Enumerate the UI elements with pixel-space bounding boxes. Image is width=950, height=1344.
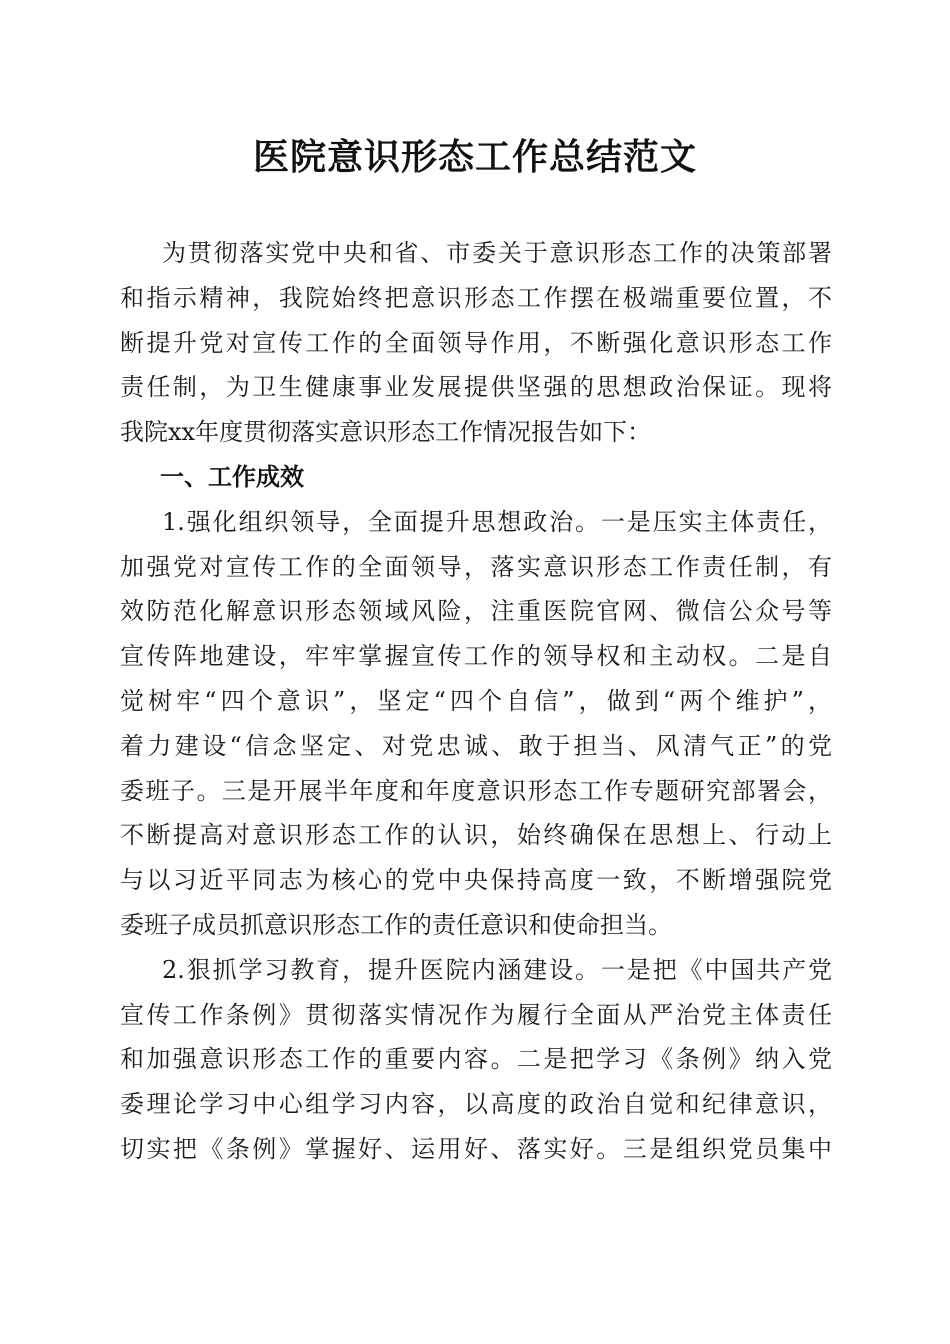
- paragraph-line: 1.强化组织领导，全面提升思想政治。一是压实主体责任，: [162, 507, 832, 536]
- paragraph-line: 切实把《条例》掌握好、运用好、落实好。三是组织党员集中: [120, 1134, 832, 1163]
- paragraph-line: 断提升党对宣传工作的全面领导作用，不断强化意识形态工作: [120, 328, 832, 357]
- paragraph-line: 着力建设“信念坚定、对党忠诚、敢于担当、风清气正”的党: [120, 731, 832, 760]
- document-title: 医院意识形态工作总结范文: [252, 136, 697, 178]
- paragraph-line: 不断提高对意识形态工作的认识，始终确保在思想上、行动上: [120, 821, 832, 850]
- paragraph-line: 为贯彻落实党中央和省、市委关于意识形态工作的决策部署: [162, 239, 832, 267]
- paragraph-line: 效防范化解意识形态领域风险，注重医院官网、微信公众号等: [120, 597, 832, 626]
- paragraph-line: 与以习近平同志为核心的党中央保持高度一致，不断增强院党: [120, 866, 832, 895]
- paragraph-line: 觉树牢“四个意识”，坚定“四个自信”，做到“两个维护”，: [120, 686, 832, 715]
- paragraph-line: 和指示精神，我院始终把意识形态工作摆在极端重要位置，不: [120, 283, 832, 312]
- paragraph-line: 宣传阵地建设，牢牢掌握宣传工作的领导权和主动权。二是自: [120, 642, 832, 671]
- paragraph-line: 我院xx年度贯彻落实意识形态工作情况报告如下：: [120, 418, 652, 447]
- paragraph-line: 委理论学习中心组学习内容，以高度的政治自觉和纪律意识，: [120, 1090, 832, 1119]
- paragraph-line: 加强党对宣传工作的全面领导，落实意识形态工作责任制，有: [120, 552, 832, 581]
- document-body: [120, 231, 832, 1172]
- paragraph-line: 责任制，为卫生健康事业发展提供坚强的思想政治保证。现将: [120, 373, 832, 402]
- paragraph-line: 委班子。三是开展半年度和年度意识形态工作专题研究部署会，: [120, 776, 832, 805]
- paragraph-line: 宣传工作条例》贯彻落实情况作为履行全面从严治党主体责任: [120, 1000, 832, 1029]
- paragraph-line: 2.狠抓学习教育，提升医院内涵建设。一是把《中国共产党: [162, 955, 832, 984]
- paragraph-line: 委班子成员抓意识形态工作的责任意识和使命担当。: [120, 910, 672, 939]
- paragraph-line: 和加强意识形态工作的重要内容。二是把学习《条例》纳入党: [120, 1045, 832, 1074]
- section-heading: 一、工作成效: [160, 462, 304, 491]
